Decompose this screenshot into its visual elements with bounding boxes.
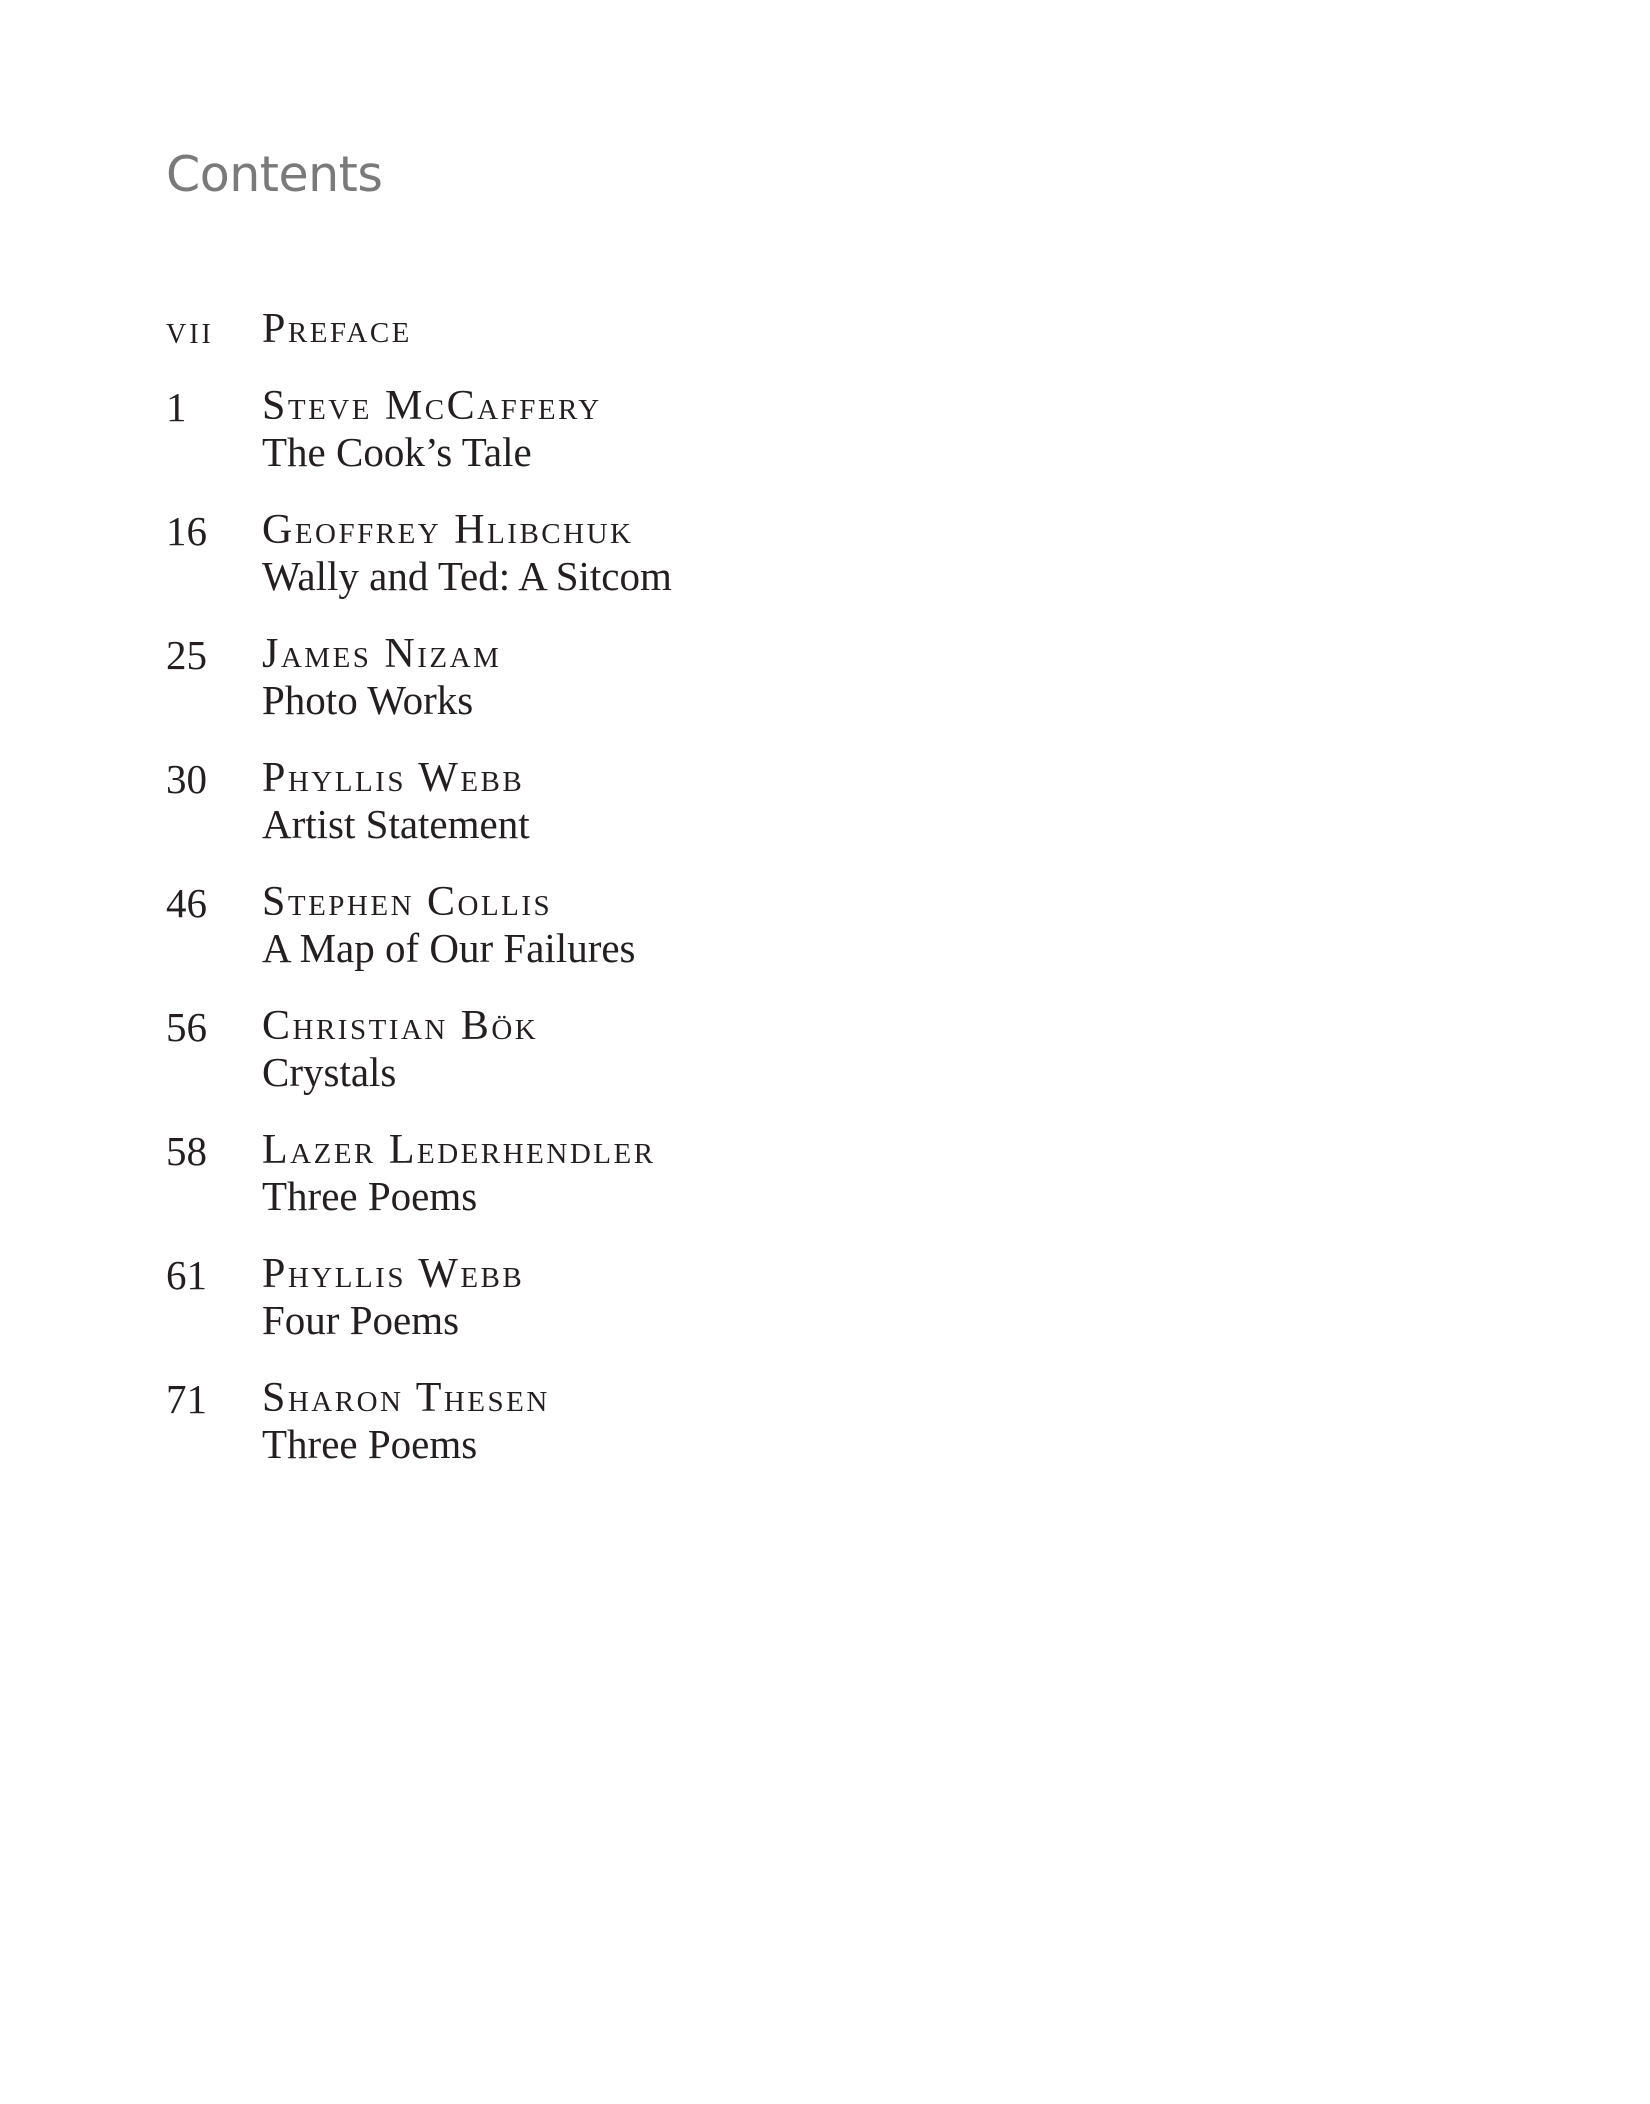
table-of-contents — [166, 306, 1066, 1499]
toc-entry[interactable] — [166, 383, 1066, 507]
toc-author: Stephen Collis — [262, 879, 553, 925]
toc-title: Three Poems — [262, 1173, 478, 1219]
toc-entry[interactable] — [166, 507, 1066, 631]
page-title: Contents — [166, 146, 383, 203]
toc-title: Wally and Ted: A Sitcom — [262, 553, 672, 599]
toc-author: Christian Bök — [262, 1003, 539, 1049]
toc-title: A Map of Our Failures — [262, 925, 636, 971]
toc-author: James Nizam — [262, 631, 502, 677]
toc-page-number: 71 — [166, 1376, 207, 1422]
toc-title: Artist Statement — [262, 801, 530, 847]
toc-page-number: 1 — [166, 384, 187, 430]
toc-page-number: 46 — [166, 880, 207, 926]
toc-author: Geoffrey Hlibchuk — [262, 507, 634, 553]
toc-entry[interactable] — [166, 631, 1066, 755]
toc-page-number: 56 — [166, 1004, 207, 1050]
toc-title: Crystals — [262, 1049, 397, 1095]
toc-entry[interactable] — [166, 1127, 1066, 1251]
toc-author: Steve McCaffery — [262, 383, 602, 429]
toc-page-number: 25 — [166, 632, 207, 678]
toc-entry[interactable] — [166, 1251, 1066, 1375]
toc-title: Four Poems — [262, 1297, 460, 1343]
toc-title: Three Poems — [262, 1421, 478, 1467]
toc-entry[interactable] — [166, 755, 1066, 879]
toc-author: Sharon Thesen — [262, 1375, 550, 1421]
toc-title: The Cook’s Tale — [262, 429, 532, 475]
toc-author: Phyllis Webb — [262, 1251, 525, 1297]
toc-page-number: 58 — [166, 1128, 207, 1174]
toc-entry[interactable] — [166, 879, 1066, 1003]
toc-section-label: Preface — [262, 306, 412, 352]
toc-page-number: 61 — [166, 1252, 207, 1298]
toc-page-number: 16 — [166, 508, 207, 554]
toc-title: Photo Works — [262, 677, 474, 723]
toc-entry[interactable] — [166, 1003, 1066, 1127]
toc-author: Lazer Lederhendler — [262, 1127, 656, 1173]
toc-entry[interactable] — [166, 1375, 1066, 1499]
toc-entry-preface[interactable] — [166, 306, 1066, 383]
toc-page-number: 30 — [166, 756, 207, 802]
toc-page-number: vii — [166, 307, 214, 352]
toc-author: Phyllis Webb — [262, 755, 525, 801]
